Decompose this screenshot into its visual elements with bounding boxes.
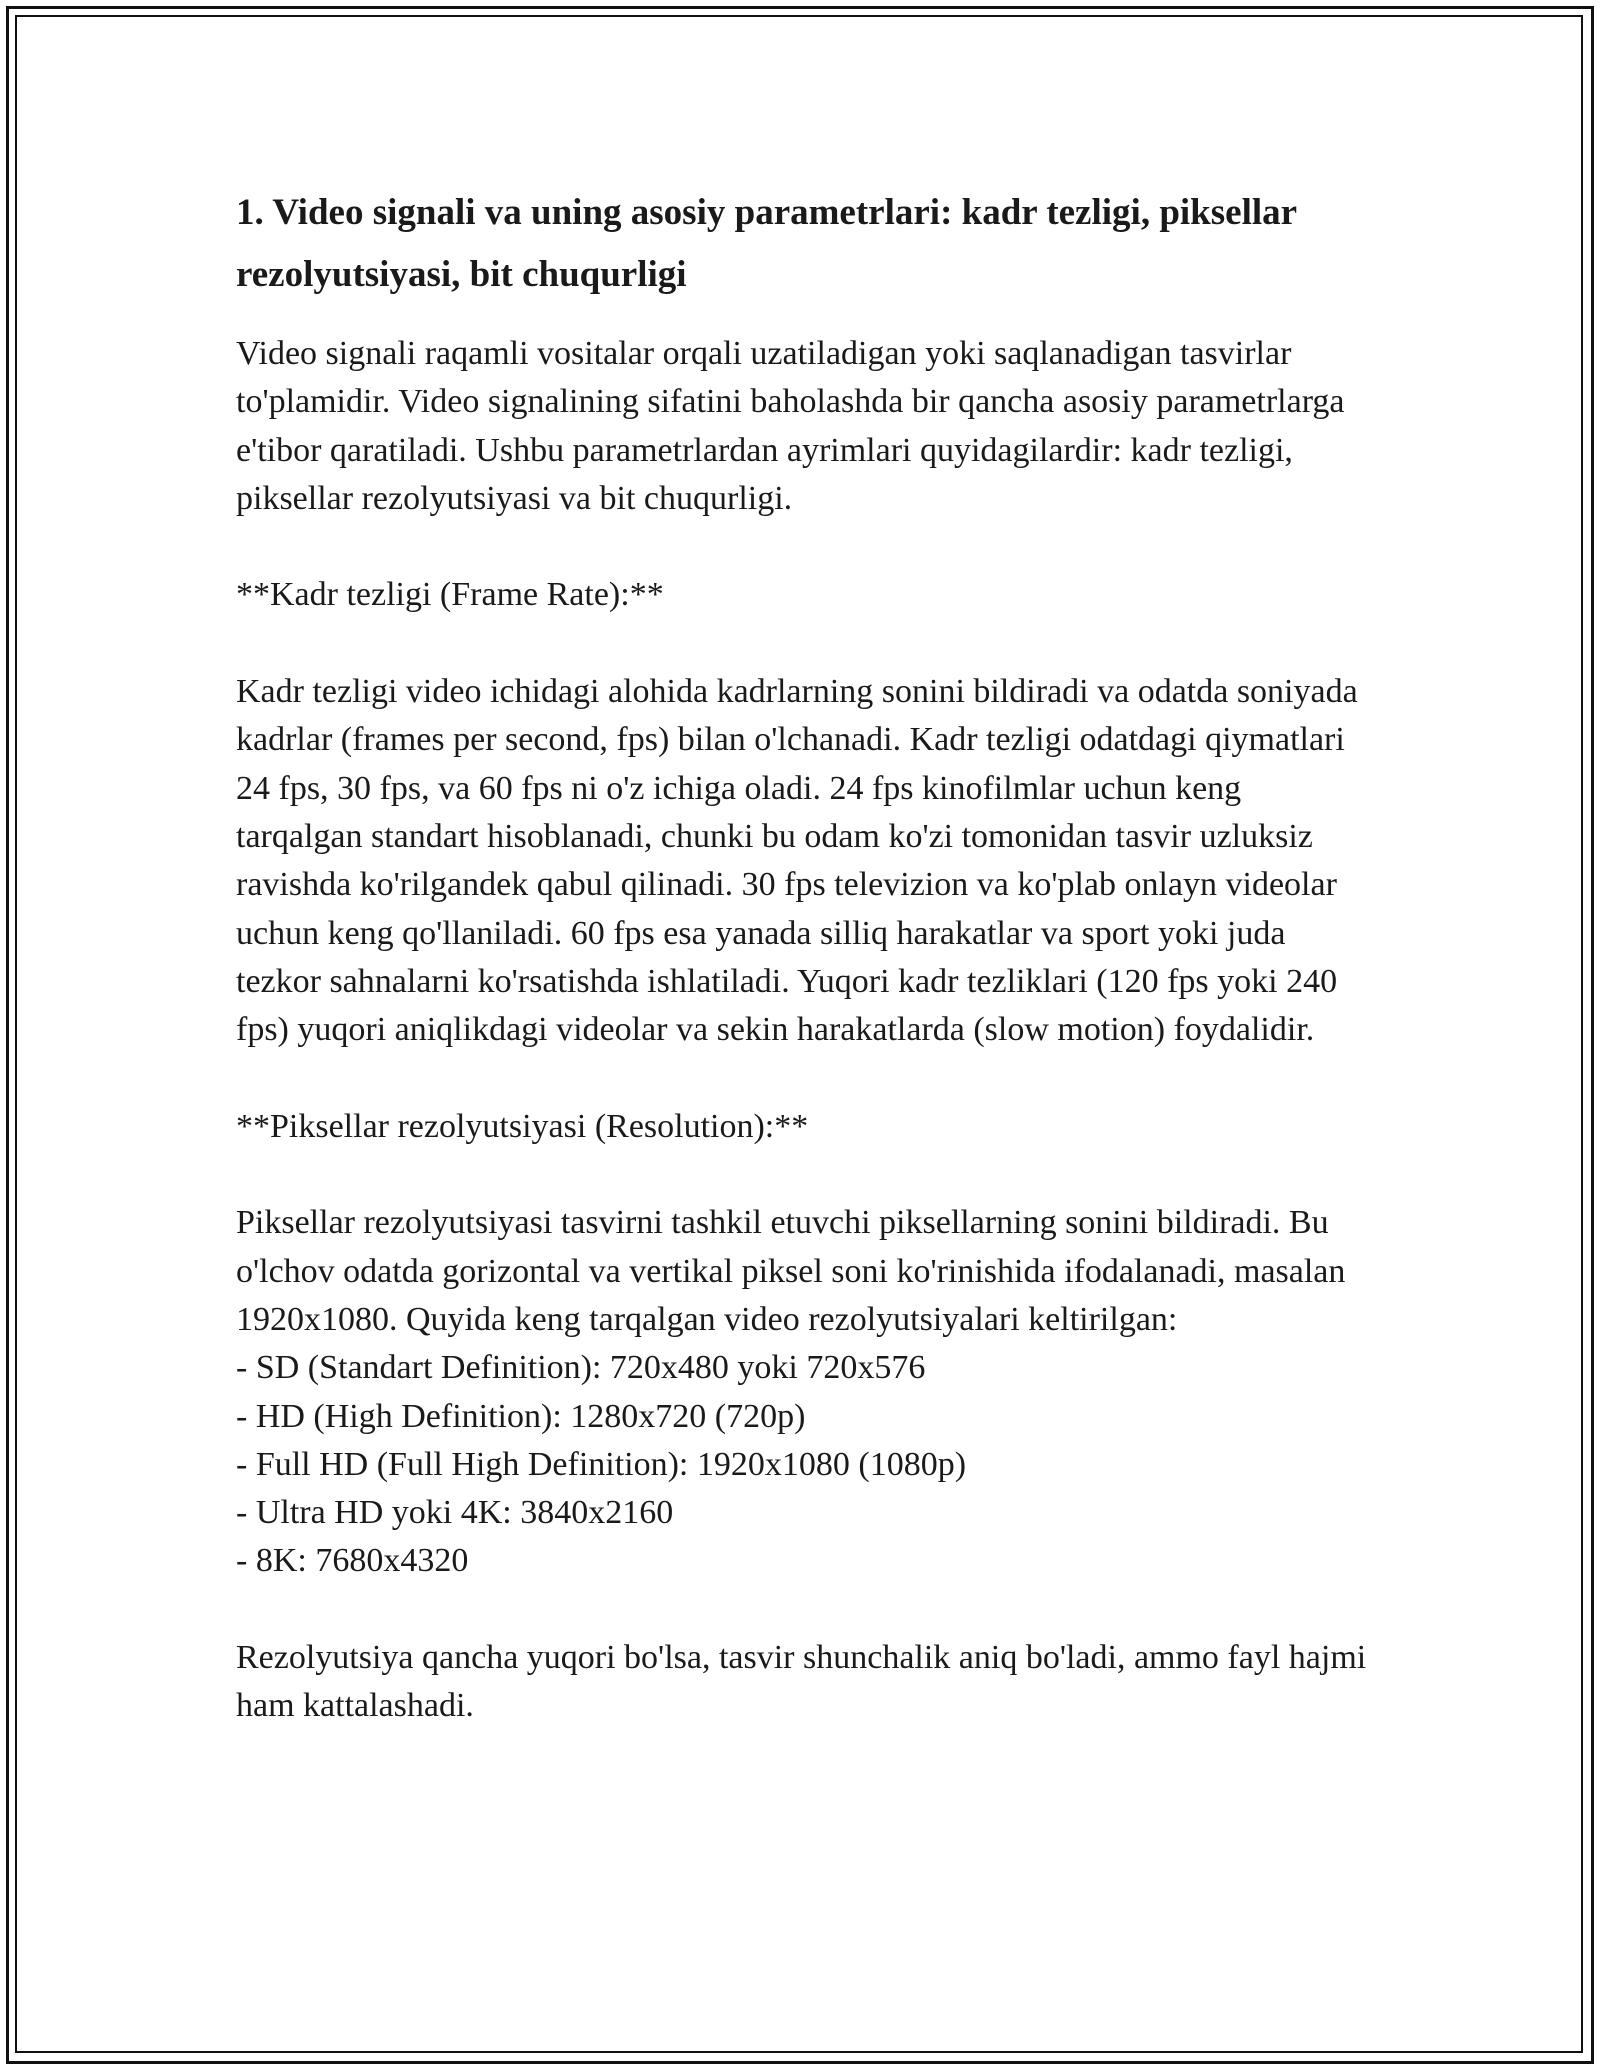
document-body xyxy=(236,182,1376,1731)
page-title: 1. Video signali va uning asosiy parametrlari: kadr tezligi, piksellar rezolyutsiyasi, bit chuqurligi xyxy=(236,192,1297,295)
list-item: - SD (Standart Definition): 720x480 yoki 720x576 xyxy=(236,1349,926,1387)
list-item: - Full HD (Full High Definition): 1920x1080 (1080p) xyxy=(236,1445,967,1483)
list-item: - 8K: 7680x4320 xyxy=(236,1542,469,1580)
list-item: - Ultra HD yoki 4K: 3840x2160 xyxy=(236,1494,674,1532)
resolution-paragraph: Piksellar rezolyutsiyasi tasvirni tashkil etuvchi piksellarning sonini bildiradi. Bu o'lchov odatda gorizontal va vertikal piksel soni ko'rinishida ifodalanadi, masalan 1920x1080. Quyida keng tarqalgan video rezolyutsiyalari keltirilgan: xyxy=(236,1204,1346,1338)
resolution-heading: **Piksellar rezolyutsiyasi (Resolution):** xyxy=(236,1107,809,1145)
conclusion-paragraph: Rezolyutsiya qancha yuqori bo'lsa, tasvir shunchalik aniq bo'ladi, ammo fayl hajmi ham kattalashadi. xyxy=(236,1639,1367,1725)
frame-rate-paragraph: Kadr tezligi video ichidagi alohida kadrlarning sonini bildiradi va odatda soniyada kadrlar (frames per second, fps) bilan o'lchanadi. Kadr tezligi odatdagi qiymatlari 24 fps, 30 fps, va 60 fps ni o'z ichiga oladi. 24 fps kinofilmlar uchun keng tarqalgan standart hisoblanadi, chunki bu odam ko'zi tomonidan tasvir uzluksiz ravishda ko'rilgandek qabul qilinadi. 30 fps televizion va ko'plab onlayn videolar uchun keng qo'llaniladi. 60 fps esa yanada silliq harakatlar va sport yoki juda tezkor sahnalarni ko'rsatishda ishlatiladi. Yuqori kadr tezliklari (120 fps yoki 240 fps) yuqori aniqlikdagi videolar va sekin harakatlarda (slow motion) foydalidir. xyxy=(236,673,1358,1049)
frame-rate-heading: **Kadr tezligi (Frame Rate):** xyxy=(236,576,664,614)
list-item: - HD (High Definition): 1280x720 (720p) xyxy=(236,1397,806,1435)
intro-paragraph: Video signali raqamli vositalar orqali uzatiladigan yoki saqlanadigan tasvirlar to'plamidir. Video signalining sifatini baholashda bir qancha asosiy parametrlarga e'tibor qaratiladi. Ushbu parametrlardan ayrimlari quyidagilardir: kadr tezligi, piksellar rezolyutsiyasi va bit chuqurligi. xyxy=(236,335,1345,517)
resolution-list xyxy=(236,1344,1376,1585)
